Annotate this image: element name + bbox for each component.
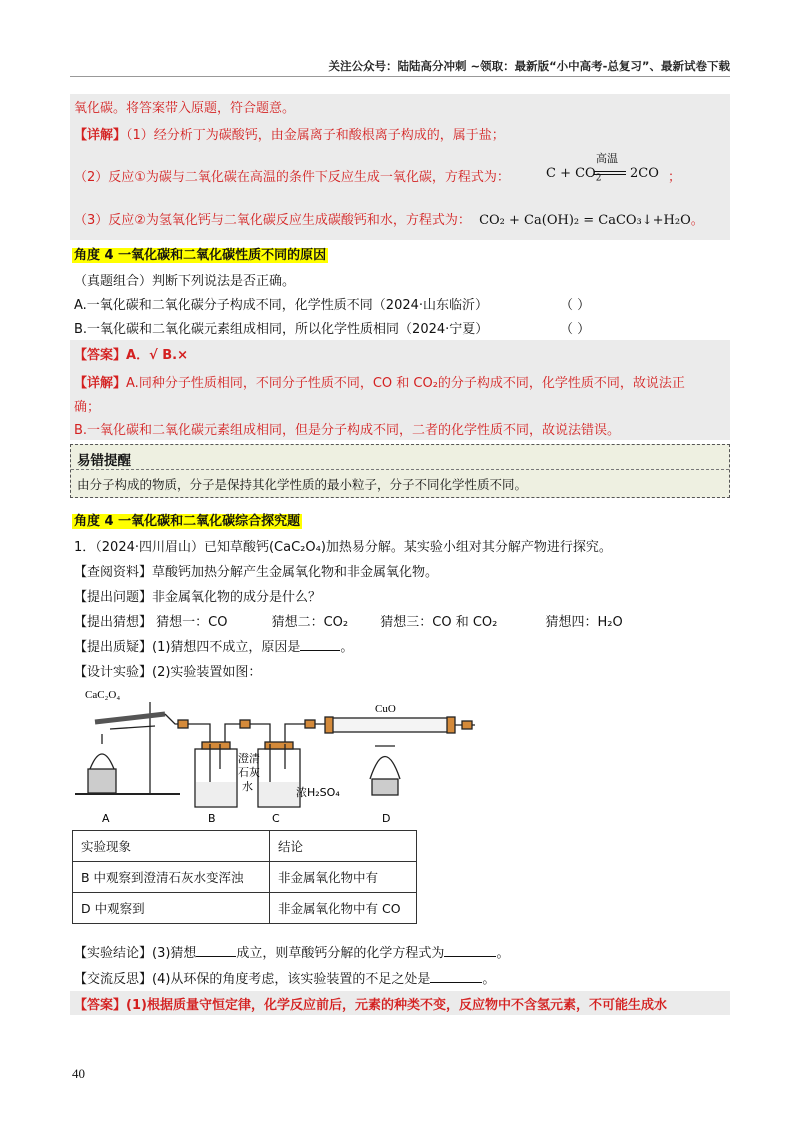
error-tip-box: [70, 444, 730, 498]
header-rule: [70, 76, 730, 77]
table-cell[interactable]: 非金属氧化物中有: [270, 862, 417, 893]
page-header: 关注公众号：陆陆高分冲刺 ~领取：最新版“小中高考-总复习”、最新试卷下载: [328, 59, 730, 73]
question-b-answer-paren[interactable]: （ ）: [560, 322, 591, 337]
q-intro: 1．（2024·四川眉山）已知草酸钙(CaC₂O₄)加热易分解。某实验小组对其分解产物进行探究。: [74, 540, 612, 555]
q-doubt-text: 【提出质疑】(1)猜想四不成立，原因是: [74, 640, 301, 655]
detail-line-1: [74, 124, 505, 143]
section-title-4b-text: 角度 4 一氧化碳和二氧化碳综合探究题: [74, 514, 301, 529]
label-limewater-2: 石灰: [238, 766, 260, 779]
detail-text-3: （3）反应②为氢氧化钙与二氧化碳反应生成碳酸钙和水，方程式为：: [74, 213, 471, 228]
blank-2[interactable]: [196, 944, 236, 957]
guess-2: 猜想二：CO₂: [271, 615, 349, 630]
q-reflection: [74, 968, 495, 987]
answer-line-4a: [74, 344, 188, 363]
label-cuo: CuO: [375, 703, 396, 715]
detail-text-1: （1）经分析丁为碳酸钙，由金属离子和酸根离子构成的，属于盐；: [126, 128, 505, 143]
error-tip-title: 易错提醒: [77, 453, 131, 469]
q-hypotheses: [74, 611, 623, 630]
section-title-4a-text: 角度 4 一氧化碳和二氧化碳性质不同的原因: [74, 248, 327, 263]
question-intro: （真题组合）判断下列说法是否正确。: [74, 274, 296, 289]
answer-tag: 【答案】: [74, 348, 127, 363]
question-a-answer-paren[interactable]: （ ）: [560, 298, 591, 313]
label-limewater-3: 水: [242, 780, 253, 793]
detail-4a-tag: 【详解】: [74, 376, 127, 391]
section-title-4b: [72, 510, 302, 529]
detail-4a-line-1: [74, 372, 685, 391]
guess-3: 猜想三：CO 和 CO₂: [380, 615, 498, 630]
label-h2so4: 浓H₂SO₄: [296, 786, 340, 799]
answer-line-4b: [74, 994, 667, 1013]
detail-text-2: （2）反应①为碳与二氧化碳在高温的条件下反应生成一氧化碳，方程式为：: [74, 170, 510, 185]
label-d: D: [382, 812, 391, 825]
detail-4a-text-1: A.同种分子性质相同，不同分子性质不同，CO 和 CO₂的分子构成不同，化学性质不同，故说法正: [126, 376, 685, 391]
blank-4[interactable]: [430, 970, 482, 983]
table-cell: B 中观察到澄清石灰水变浑浊: [73, 862, 270, 893]
table-cell: 非金属氧化物中有 CO: [270, 893, 417, 924]
detail-4a-line-2: 确；: [74, 400, 101, 415]
eq1-left: $C + CO_2$: [546, 166, 602, 184]
results-table: [72, 830, 417, 924]
table-row: [73, 831, 417, 862]
table-header-phenomenon: 实验现象: [73, 831, 270, 862]
question-b: B.一氧化碳和二氧化碳元素组成相同，所以化学性质相同（2024·宁夏）: [74, 322, 489, 337]
eq1-condition: 高温: [596, 152, 618, 165]
hypotheses-tag: 【提出猜想】: [74, 615, 153, 630]
q-design: 【设计实验】(2)实验装置如图：: [74, 665, 262, 680]
error-tip-separator: [71, 469, 729, 470]
label-b: B: [208, 812, 216, 825]
section-title-4a: [72, 244, 328, 263]
detail-line-3: [74, 209, 704, 228]
guess-1: 猜想一：CO: [156, 615, 228, 630]
q-problem: 【提出问题】非金属氧化物的成分是什么？: [74, 590, 322, 605]
label-cac2o4: CaC₂O₄: [85, 689, 121, 701]
equation-2: CO₂ + Ca(OH)₂ = CaCO₃↓+H₂O: [479, 213, 691, 228]
q-conclusion-a: 【实验结论】(3)猜想: [74, 946, 197, 961]
table-row: [73, 862, 417, 893]
blank-1[interactable]: [300, 638, 340, 651]
label-limewater-1: 澄清: [238, 752, 260, 765]
question-a: A.一氧化碳和二氧化碳分子构成不同，化学性质不同（2024·山东临沂）: [74, 298, 489, 313]
q-conclusion-b: 成立，则草酸钙分解的化学方程式为: [236, 946, 445, 961]
label-a: A: [102, 812, 110, 825]
eq2-end: 。: [690, 213, 704, 228]
eq1-right: 2CO: [630, 166, 659, 181]
page-number: 40: [72, 1066, 85, 1081]
error-tip-body: 由分子构成的物质，分子是保持其化学性质的最小粒子，分子不同化学性质不同。: [77, 477, 528, 492]
eq1-arrow: [594, 171, 626, 175]
blank-3[interactable]: [444, 944, 496, 957]
answer-text: A．√ B.×: [126, 348, 189, 363]
table-header-conclusion: 结论: [270, 831, 417, 862]
q-reflection-end: 。: [482, 972, 496, 987]
label-c: C: [272, 812, 280, 825]
eq1-end: ；: [668, 170, 682, 185]
q-reflection-text: 【交流反思】(4)从环保的角度考虑，该实验装置的不足之处是: [74, 972, 431, 987]
answer-line-1: 氧化碳。将答案带入原题，符合题意。: [74, 101, 296, 116]
q-data: 【查阅资料】草酸钙加热分解产生金属氧化物和非金属氧化物。: [74, 565, 439, 580]
q-doubt-end: 。: [340, 640, 354, 655]
apparatus-figure: [70, 684, 490, 826]
q-doubt: [74, 636, 353, 655]
answer-4b-tag: 【答案】: [74, 998, 127, 1013]
q-conclusion-end: 。: [496, 946, 510, 961]
table-row: [73, 893, 417, 924]
detail-line-2: [74, 166, 510, 185]
guess-4: 猜想四：H₂O: [545, 615, 623, 630]
answer-4b-text: (1)根据质量守恒定律，化学反应前后，元素的种类不变，反应物中不含氢元素，不可能生成水: [126, 998, 667, 1013]
detail-4a-line-3: B.一氧化碳和二氧化碳元素组成相同，但是分子构成不同，二者的化学性质不同，故说法错误。: [74, 423, 621, 438]
detail-tag: 【详解】: [74, 128, 127, 143]
table-cell[interactable]: D 中观察到: [73, 893, 270, 924]
q-conclusion: [74, 942, 509, 961]
